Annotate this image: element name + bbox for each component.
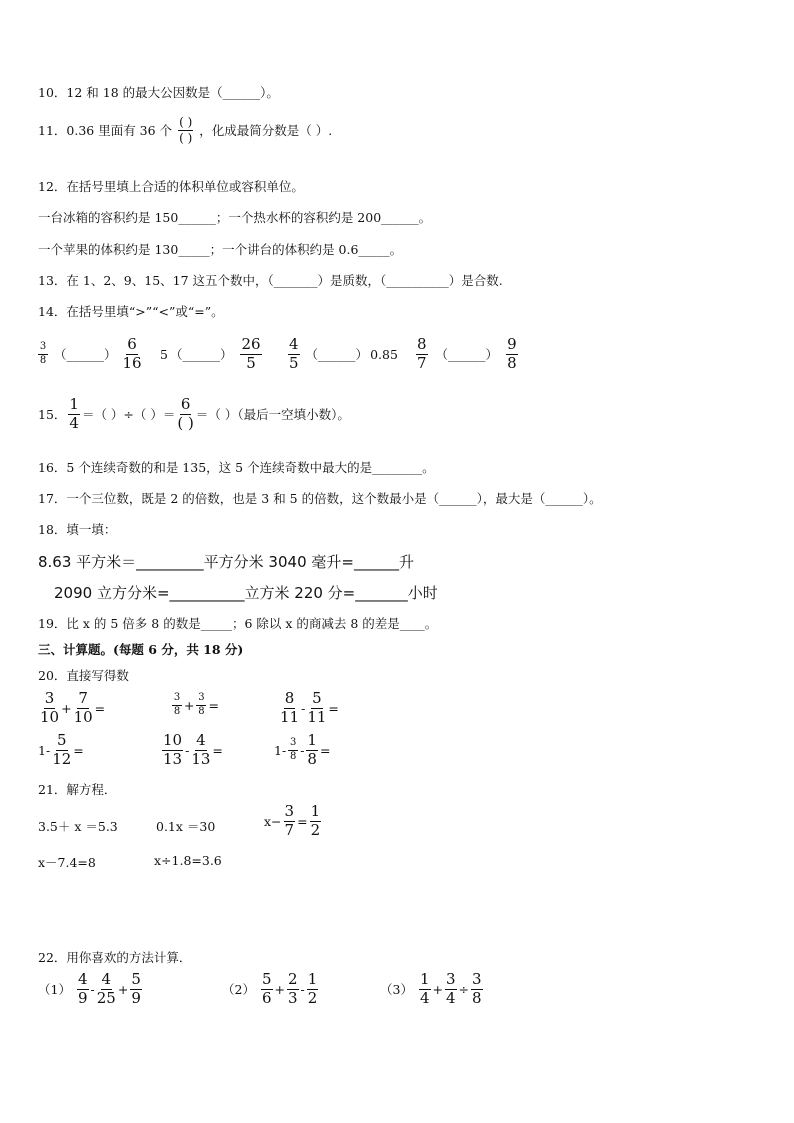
question-18-line-1-text: 8.63 平方米＝_________平方分米 3040 毫升=______升 bbox=[38, 553, 414, 571]
denominator: ( ) bbox=[177, 413, 194, 432]
section-3-text: 三、计算题。(每题 6 分，共 18 分) bbox=[38, 642, 244, 657]
numerator: 26 bbox=[241, 335, 261, 353]
fraction bbox=[284, 804, 296, 839]
operator: - bbox=[185, 742, 190, 758]
denominator: 5 bbox=[289, 353, 299, 372]
numerator: 8 bbox=[284, 689, 295, 707]
denominator: 8 bbox=[507, 353, 517, 372]
denominator: 11 bbox=[280, 707, 300, 726]
prefix: 1- bbox=[274, 742, 287, 758]
equation-2 bbox=[156, 817, 215, 835]
answer-blank: （______） bbox=[435, 347, 499, 363]
denominator: 8 bbox=[198, 705, 205, 717]
expression-20b bbox=[170, 693, 219, 717]
question-20-title bbox=[38, 666, 129, 684]
numerator: 1 bbox=[419, 970, 430, 988]
equals-sign: = bbox=[297, 813, 308, 829]
question-18-title bbox=[38, 520, 116, 538]
problem-22-1 bbox=[38, 972, 144, 1007]
section-3-heading bbox=[38, 640, 243, 658]
operator: + bbox=[432, 981, 443, 997]
expression-20f bbox=[274, 733, 330, 768]
question-15-suffix: ＝（ ）（最后一空填小数）。 bbox=[195, 407, 350, 423]
fraction bbox=[307, 972, 319, 1007]
fraction bbox=[240, 337, 261, 372]
operator: - bbox=[300, 981, 305, 997]
question-11-fraction bbox=[178, 116, 193, 144]
equals-sign: = bbox=[94, 700, 106, 716]
numerator: 7 bbox=[78, 689, 88, 707]
numerator: 1 bbox=[69, 395, 79, 413]
answer-blank: （______） bbox=[169, 347, 233, 363]
fraction bbox=[506, 337, 518, 372]
denominator: 8 bbox=[290, 750, 297, 762]
question-14-text: 14．在括号里填“>”“<”或“=”。 bbox=[38, 304, 224, 319]
question-11-prefix: 11．0.36 里面有 36 个 bbox=[38, 123, 173, 139]
equation-text: x÷1.8=3.6 bbox=[154, 853, 222, 868]
problem-label: （1） bbox=[38, 982, 71, 998]
numerator: 1 bbox=[307, 970, 318, 988]
fraction bbox=[445, 972, 457, 1007]
question-21-text: 21．解方程． bbox=[38, 782, 117, 797]
problem-label: （2） bbox=[222, 982, 255, 998]
fraction bbox=[471, 972, 483, 1007]
denominator: 4 bbox=[69, 413, 79, 432]
fraction bbox=[288, 738, 298, 762]
fraction bbox=[130, 972, 142, 1007]
denominator: 3 bbox=[287, 988, 298, 1007]
fraction bbox=[40, 691, 59, 726]
numerator: 3 bbox=[472, 970, 482, 988]
fraction bbox=[196, 693, 206, 717]
question-13-text: 13．在 1、2、9、15、17 这五个数中，（_______）是质数，（__________）是合数. bbox=[38, 273, 503, 288]
equals-sign: = bbox=[208, 697, 219, 713]
question-16 bbox=[38, 458, 435, 476]
fraction bbox=[306, 733, 318, 768]
question-14-compare-4 bbox=[414, 337, 520, 372]
numerator: 6 bbox=[180, 395, 191, 413]
numerator: 4 bbox=[289, 335, 299, 353]
numerator: 3 bbox=[38, 342, 48, 355]
denominator: 8 bbox=[39, 354, 47, 366]
numerator: 3 bbox=[445, 970, 456, 988]
expression-20c bbox=[278, 691, 339, 726]
fraction bbox=[123, 337, 142, 372]
equals-sign: = bbox=[328, 700, 339, 716]
fraction bbox=[416, 337, 428, 372]
numerator: 3 bbox=[44, 689, 55, 707]
numerator: 5 bbox=[56, 731, 67, 749]
number-text: 5 bbox=[160, 346, 168, 362]
numerator: 6 bbox=[127, 335, 137, 353]
denominator: 7 bbox=[417, 353, 427, 372]
question-13 bbox=[38, 271, 503, 289]
equation-5 bbox=[154, 853, 222, 868]
question-19 bbox=[38, 614, 437, 632]
operator: + bbox=[117, 981, 129, 997]
denominator: 9 bbox=[131, 988, 141, 1007]
question-18-line-2-text: 2090 立方分米=__________立方米 220 分=_______小时 bbox=[54, 584, 438, 602]
question-17 bbox=[38, 489, 602, 507]
question-21-title bbox=[38, 780, 116, 798]
denominator: 10 bbox=[40, 707, 60, 726]
fraction bbox=[38, 342, 48, 366]
operator: - bbox=[90, 981, 95, 997]
numerator: 10 bbox=[163, 731, 183, 749]
question-12-text: 12．在括号里填上合适的体积单位或容积单位。 bbox=[38, 179, 304, 194]
numerator: 5 bbox=[131, 970, 141, 988]
fraction bbox=[261, 972, 273, 1007]
question-14-compare-3 bbox=[286, 337, 398, 372]
fraction-numerator: ( ) bbox=[179, 115, 193, 129]
equation-text: 3.5＋ x ＝5.3 bbox=[38, 819, 118, 834]
question-17-text: 17．一个三位数，既是 2 的倍数，也是 3 和 5 的倍数，这个数最小是（______），最大是（______）。 bbox=[38, 491, 602, 506]
expression-20a bbox=[38, 691, 105, 726]
answer-blank: （______） bbox=[54, 347, 117, 363]
question-19-text: 19．比 x 的 5 倍多 8 的数是_____；6 除以 x 的商减去 8 的差是____。 bbox=[38, 616, 438, 631]
numerator: 4 bbox=[196, 731, 206, 749]
denominator: 7 bbox=[284, 820, 295, 839]
denominator: 8 bbox=[307, 749, 317, 768]
denominator: 11 bbox=[307, 707, 327, 726]
fraction bbox=[280, 691, 299, 726]
numerator: 3 bbox=[172, 693, 182, 706]
fraction bbox=[52, 733, 71, 768]
question-12-line-2-text: 一个苹果的体积约是 130_____；一个讲台的体积约是 0.6_____。 bbox=[38, 242, 403, 257]
equals-sign: = bbox=[212, 742, 223, 758]
operator: - bbox=[300, 742, 305, 758]
question-18-line-2 bbox=[54, 582, 438, 603]
denominator: 10 bbox=[73, 707, 93, 726]
denominator: 5 bbox=[246, 353, 256, 372]
numerator: 3 bbox=[288, 738, 298, 751]
fraction bbox=[68, 397, 80, 432]
denominator: 25 bbox=[96, 988, 116, 1007]
numerator: 4 bbox=[77, 970, 88, 988]
problem-22-3 bbox=[380, 972, 485, 1007]
denominator: 9 bbox=[77, 988, 88, 1007]
denominator: 4 bbox=[445, 988, 456, 1007]
operator: + bbox=[184, 697, 195, 713]
expression-20d bbox=[38, 733, 84, 768]
equation-4 bbox=[38, 853, 96, 871]
denominator: 2 bbox=[310, 820, 321, 839]
numerator: 1 bbox=[307, 731, 317, 749]
denominator: 2 bbox=[307, 988, 318, 1007]
numerator: 3 bbox=[284, 802, 295, 820]
fraction bbox=[77, 972, 89, 1007]
numerator: 4 bbox=[101, 970, 112, 988]
fraction bbox=[172, 693, 182, 717]
problem-label: （3） bbox=[380, 982, 413, 998]
denominator: 12 bbox=[52, 749, 72, 768]
equation-3 bbox=[264, 804, 323, 839]
equation-1 bbox=[38, 817, 118, 835]
question-12-line-1 bbox=[38, 208, 431, 226]
equation-prefix: x− bbox=[264, 813, 282, 829]
denominator: 6 bbox=[261, 988, 272, 1007]
question-12-line-2 bbox=[38, 240, 402, 258]
numerator: 9 bbox=[507, 335, 517, 353]
question-14-title bbox=[38, 302, 224, 320]
operator: + bbox=[61, 700, 72, 716]
operator: ÷ bbox=[458, 981, 470, 997]
answer-blank: （______） bbox=[305, 347, 369, 363]
denominator: 8 bbox=[173, 705, 181, 717]
question-18-line-1 bbox=[38, 551, 414, 572]
numerator: 3 bbox=[196, 693, 206, 706]
denominator: 8 bbox=[472, 988, 482, 1007]
question-18-text: 18．填一填： bbox=[38, 522, 117, 537]
operator: - bbox=[301, 700, 306, 716]
question-10 bbox=[38, 83, 279, 101]
fraction bbox=[307, 691, 326, 726]
question-14-compare-2 bbox=[160, 337, 264, 372]
question-22-title bbox=[38, 948, 191, 966]
numerator: 5 bbox=[312, 689, 322, 707]
fraction bbox=[97, 972, 116, 1007]
fraction bbox=[162, 733, 183, 768]
equals-sign: = bbox=[73, 742, 84, 758]
question-12-title bbox=[38, 177, 304, 195]
question-20-text: 20．直接写得数 bbox=[38, 668, 129, 683]
question-11-suffix: ，化成最简分数是（ ）. bbox=[199, 123, 333, 139]
question-12-line-1-text: 一台冰箱的容积约是 150______；一个热水杯的容积约是 200______。 bbox=[38, 210, 432, 225]
prefix: 1- bbox=[38, 742, 51, 758]
denominator: 13 bbox=[163, 749, 183, 768]
equation-text: x－7.4=8 bbox=[38, 855, 96, 870]
numerator: 2 bbox=[287, 970, 298, 988]
fraction bbox=[287, 972, 299, 1007]
numerator: 1 bbox=[310, 802, 321, 820]
fraction bbox=[177, 397, 193, 432]
expression-20e bbox=[160, 733, 223, 768]
number-text: 0.85 bbox=[370, 346, 398, 362]
numerator: 8 bbox=[417, 335, 427, 353]
question-15-number: 15． bbox=[38, 407, 67, 423]
equation-text: 0.1x ＝30 bbox=[156, 819, 216, 834]
equals-sign: = bbox=[319, 742, 331, 758]
fraction bbox=[74, 691, 93, 726]
question-16-text: 16．5 个连续奇数的和是 135，这 5 个连续奇数中最大的是________。 bbox=[38, 460, 435, 475]
denominator: 4 bbox=[419, 988, 430, 1007]
question-15-middle: ＝（ ）÷（ ）＝ bbox=[81, 407, 176, 423]
numerator: 5 bbox=[261, 970, 272, 988]
fraction bbox=[191, 733, 210, 768]
question-14-compare-1 bbox=[36, 337, 144, 372]
fraction bbox=[288, 337, 300, 372]
denominator: 16 bbox=[122, 353, 142, 372]
fraction-denominator: ( ) bbox=[179, 130, 193, 145]
question-10-text: 10．12 和 18 的最大公因数是（______）。 bbox=[38, 85, 279, 100]
question-15 bbox=[38, 397, 350, 432]
question-11 bbox=[38, 116, 332, 144]
denominator: 13 bbox=[191, 749, 211, 768]
problem-22-2 bbox=[222, 972, 320, 1007]
fraction bbox=[310, 804, 322, 839]
fraction bbox=[419, 972, 431, 1007]
question-22-text: 22．用你喜欢的方法计算． bbox=[38, 950, 192, 965]
operator: + bbox=[274, 981, 285, 997]
